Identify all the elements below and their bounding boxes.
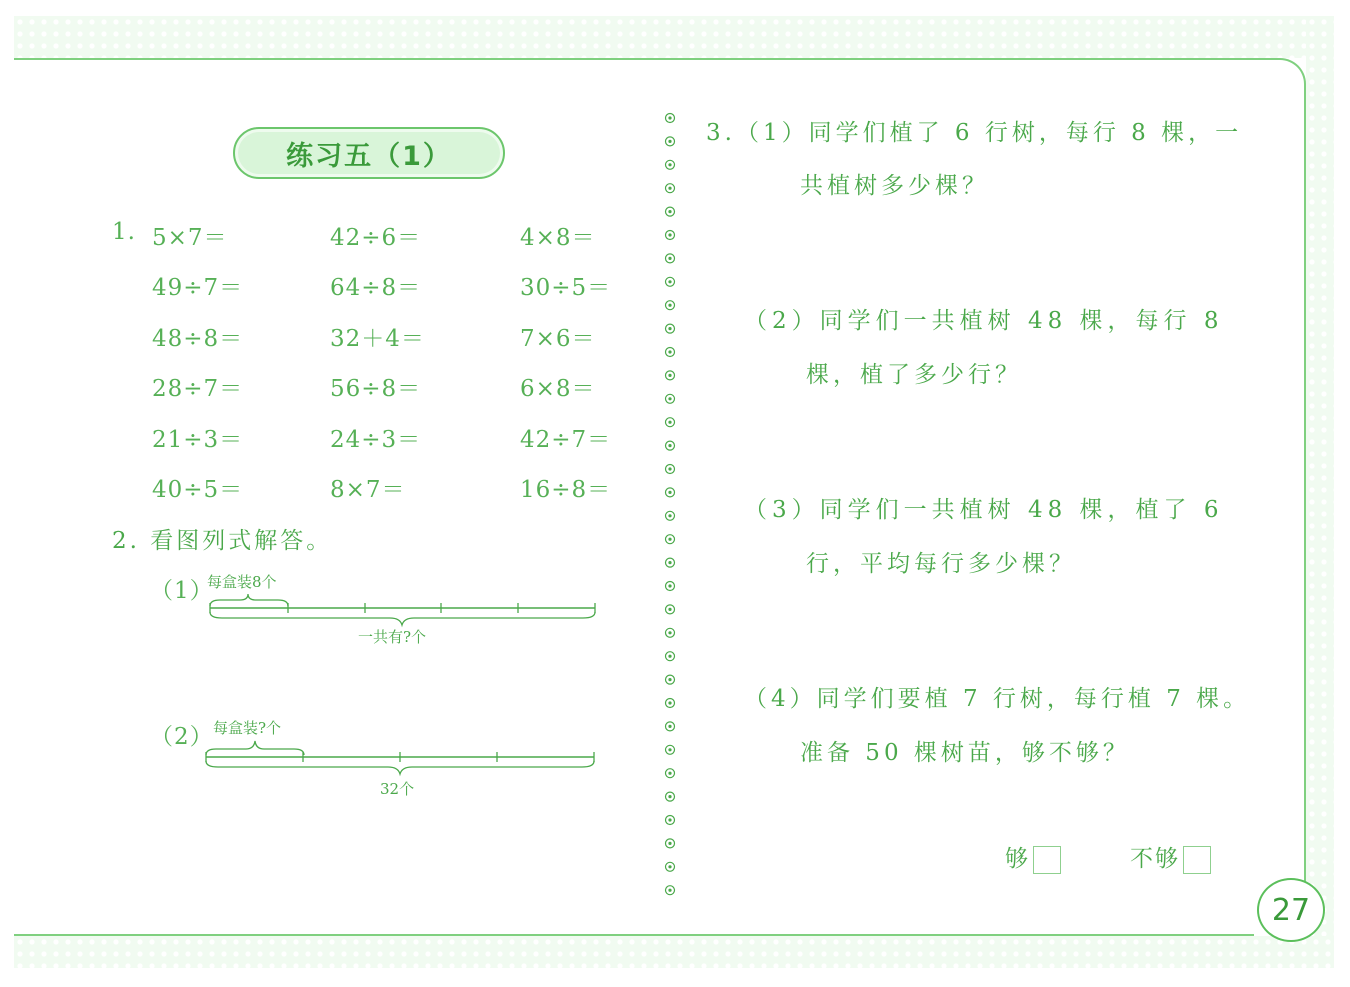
arithmetic-item: 6×8＝ <box>520 376 596 403</box>
diagram1-top-text: 每盒装8个 <box>207 573 277 591</box>
problem2-line1: （2）同学们一共植树 48 棵，每行 8 <box>744 308 1224 334</box>
not-enough-checkbox[interactable] <box>1183 846 1211 874</box>
problem1-line1: 3.（1）同学们植了 6 行树，每行 8 棵，一 <box>706 120 1243 146</box>
diagram2-segment-diagram <box>198 737 608 781</box>
problem4-line1: （4）同学们要植 7 行树，每行植 7 棵。 <box>744 686 1251 712</box>
right-dotted-border <box>1306 16 1334 966</box>
problem4-line2: 准备 50 棵树苗，够不够？ <box>800 740 1130 766</box>
arithmetic-item: 28÷7＝ <box>152 376 244 403</box>
diagram2-bottom-text: 32个 <box>380 780 415 798</box>
arithmetic-item: 56÷8＝ <box>330 376 422 403</box>
arithmetic-item: 48÷8＝ <box>152 325 244 352</box>
problem3-line2: 行，平均每行多少棵？ <box>806 551 1076 577</box>
diagram1-label: （1） <box>150 578 214 604</box>
problem3-line1: （3）同学们一共植树 48 棵，植了 6 <box>744 497 1224 523</box>
diagram2-label: （2） <box>150 724 214 750</box>
diagram1-bottom-text: 一共有?个 <box>358 628 427 646</box>
page-number: 27 <box>1257 878 1325 942</box>
arithmetic-item: 42÷6＝ <box>330 225 422 251</box>
arithmetic-item: 8×7＝ <box>330 477 406 503</box>
problem1-line2: 共植树多少棵？ <box>800 173 989 199</box>
section2-heading: 2. 看图列式解答。 <box>112 528 333 554</box>
arithmetic-item: 49÷7＝ <box>152 275 244 302</box>
enough-option <box>1005 840 1061 874</box>
arithmetic-item: 42÷7＝ <box>520 426 612 453</box>
not-enough-option <box>1130 840 1211 874</box>
top-dotted-border <box>14 16 1334 58</box>
section1-label: 1. <box>112 219 136 245</box>
not-enough-label: 不够 <box>1130 846 1180 872</box>
page-title: 练习五（1） <box>233 127 505 179</box>
enough-label: 够 <box>1005 846 1030 872</box>
arithmetic-item: 21÷3＝ <box>152 426 244 453</box>
arithmetic-item: 32＋4＝ <box>330 325 425 352</box>
problem2-line2: 棵，植了多少行？ <box>806 362 1022 388</box>
bottom-dotted-border <box>14 936 1334 968</box>
enough-checkbox[interactable] <box>1033 846 1061 874</box>
arithmetic-item: 30÷5＝ <box>520 275 612 302</box>
arithmetic-item: 4×8＝ <box>520 225 596 251</box>
arithmetic-item: 40÷5＝ <box>152 477 244 503</box>
arithmetic-item: 16÷8＝ <box>520 477 612 503</box>
arithmetic-item: 24÷3＝ <box>330 426 422 453</box>
arithmetic-item: 5×7＝ <box>152 225 228 251</box>
arithmetic-item: 7×6＝ <box>520 325 596 352</box>
arithmetic-item: 64÷8＝ <box>330 275 422 302</box>
diagram2-top-text: 每盒装?个 <box>213 719 282 737</box>
bottom-rule <box>14 934 1254 936</box>
column-divider <box>663 112 677 902</box>
